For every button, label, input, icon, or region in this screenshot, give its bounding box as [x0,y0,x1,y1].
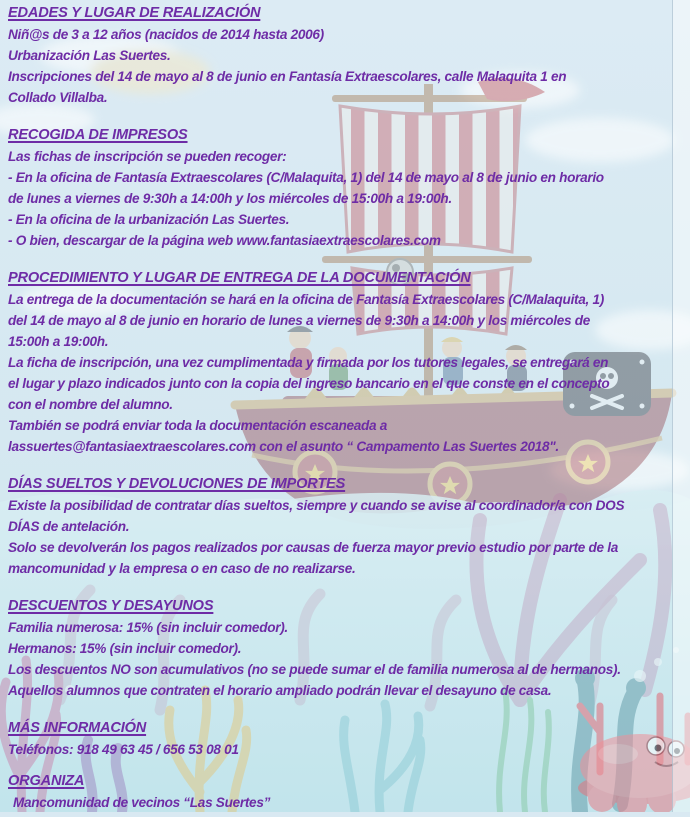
text-line: del 14 de mayo al 8 de junio en horario de lunes a viernes de 9:30h a 14:00h y los miércoles de [8,313,590,328]
text-line: La ficha de inscripción, una vez cumplimentada y firmada por los tutores legales, se entregará en [8,355,609,370]
heading-procedimiento: PROCEDIMIENTO Y LUGAR DE ENTREGA DE LA DOCUMENTACIÓN [8,270,471,286]
text-line: de lunes a viernes de 9:30h a 14:00h y los miércoles de 15:00h a 19:00h. [8,191,452,206]
text-line: Familia numerosa: 15% (sin incluir comedor). [8,620,288,635]
text-line: Urbanización Las Suertes. [8,48,171,63]
text-line: También se podrá enviar toda la documentación escaneada a [8,418,388,433]
text-line: DÍAS de antelación. [8,519,130,534]
text-line: Aquellos alumnos que contraten el horario ampliado podrán llevar el desayuno de casa. [8,683,552,698]
text-line: Inscripciones del 14 de mayo al 8 de junio en Fantasía Extraescolares, calle Malaquita 1 en [8,69,567,84]
text-line: mancomunidad y la empresa o en caso de no realizarse. [8,561,356,576]
text-line: - En la oficina de Fantasía Extraescolares (C/Malaquita, 1) del 14 de mayo al 8 de junio en horario [8,170,604,185]
heading-descuentos: DESCUENTOS Y DESAYUNOS [8,598,214,614]
heading-recogida: RECOGIDA DE IMPRESOS [8,127,188,143]
heading-edades: EDADES Y LUGAR DE REALIZACIÓN [8,5,261,21]
text-line: Collado Villalba. [8,90,108,105]
phone-numbers: Teléfonos: 918 49 63 45 / 656 53 08 01 [8,742,239,757]
section-descuentos [8,596,676,701]
text-line: Niñ@s de 3 a 12 años (nacidos de 2014 hasta 2006) [8,27,324,42]
heading-dias-sueltos: DÍAS SUELTOS Y DEVOLUCIONES DE IMPORTES [8,476,346,492]
section-organiza [8,771,676,813]
text-line email-line: lassuertes@fantasiaextraescolares.com con el asunto “ Campamento Las Suertes 2018". [8,439,559,454]
organizer-name: Mancomunidad de vecinos “Las Suertes” [13,795,271,810]
text-line: Hermanos: 15% (sin incluir comedor). [8,641,242,656]
heading-organiza: ORGANIZA [8,773,85,789]
text-line: el lugar y plazo indicados junto con la copia del ingreso bancario en el que conste en el concepto [8,376,610,391]
section-mas-informacion [8,718,676,760]
text-line: Las fichas de inscripción se pueden recoger: [8,149,287,164]
text-line: - En la oficina de la urbanización Las Suertes. [8,212,290,227]
text-line: La entrega de la documentación se hará en la oficina de Fantasía Extraescolares (C/Malaquita, 1) [8,292,604,307]
text-line: Existe la posibilidad de contratar días sueltos, siempre y cuando se avise al coordinador/a con DOS [8,498,625,513]
section-edades [8,3,676,108]
text-line: Los descuentos NO son acumulativos (no se puede sumar el de familia numerosa al de hermanos). [8,662,621,677]
section-procedimiento [8,268,676,457]
heading-mas-informacion: MÁS INFORMACIÓN [8,720,147,736]
section-dias-sueltos [8,474,676,579]
text-line: Solo se devolverán los pagos realizados por causas de fuerza mayor previo estudio por parte de la [8,540,619,555]
text-line: con el nombre del alumno. [8,397,173,412]
text-line website-link: - O bien, descargar de la página web www.fantasiaextraescolares.com [8,233,441,248]
text-line: 15:00h a 19:00h. [8,334,109,349]
section-recogida [8,125,676,251]
